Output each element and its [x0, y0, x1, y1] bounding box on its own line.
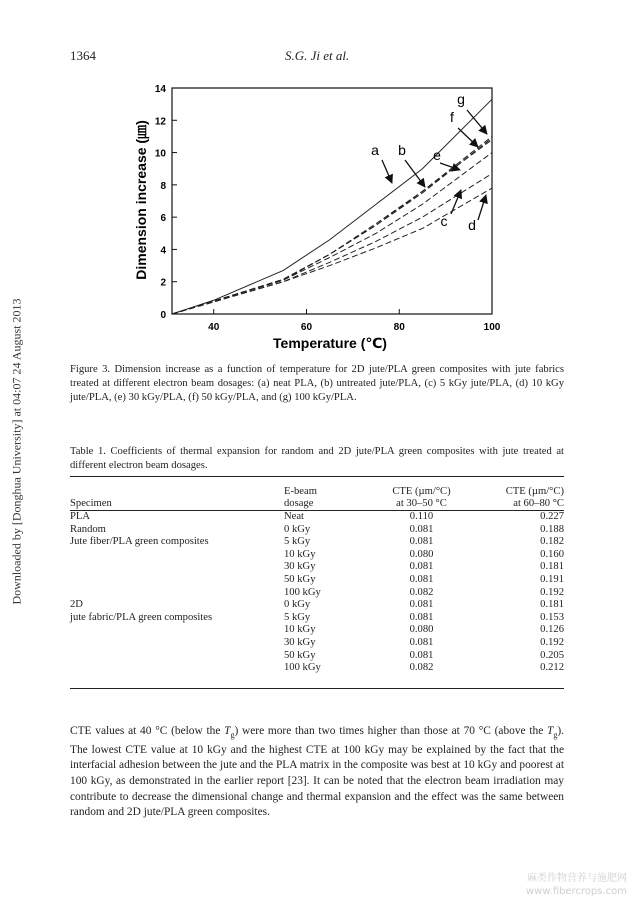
- page-number: 1364: [70, 48, 96, 63]
- cell-dosage: 5 kGy: [284, 536, 311, 548]
- cell-cte-30-50: 0.081: [409, 523, 434, 535]
- cell-cte-60-80: 0.126: [540, 624, 564, 636]
- table-row: [70, 549, 564, 562]
- y-tick-label: 4: [160, 245, 166, 257]
- cell-specimen: [70, 624, 284, 637]
- series-arrow-a: [382, 160, 392, 183]
- y-tick-label: 0: [160, 310, 166, 321]
- tg-symbol: T: [224, 725, 231, 737]
- cell-specimen: [70, 637, 284, 650]
- figure-caption: Figure 3. Dimension increase as a function of temperature for 2D jute/PLA green composites with jute fabrics treated at different electron beam dosages: (a) neat PLA, (b) untreated jute/PLA, (c) 5 kGy jute/PLA, (d) 10 kGy jute/PLA, (e) 30 kGy/PLA, (f) 50 kGy/PLA, and (g) 100 kGy/PLA.: [70, 364, 564, 403]
- table-row: [70, 587, 564, 600]
- cell-dosage: 0 kGy: [284, 523, 311, 535]
- table-row: [70, 624, 564, 637]
- body-text-segment: ). The lowest CTE value at 10 kGy and the highest CTE at 100 kGy may be explained by the fact that the interfacial adhesion between the jute and the PLA matrix in the composite was best at 10 kGy and poorest at 100 kGy, as demonstrated in the earlier report [23]. It can be noted that the electron beam irradiation may contribute to decrease the dimensional change and thermal expansion and the effect was the same between random and 2D jute/PLA green composites.: [70, 725, 564, 819]
- cell-dosage: 5 kGy: [284, 611, 311, 623]
- y-tick-label: 8: [160, 180, 166, 192]
- cell-specimen: [70, 574, 284, 587]
- series-label-f: f: [450, 109, 454, 125]
- table-row: [70, 599, 564, 612]
- x-tick-label: 40: [208, 322, 220, 333]
- series-line-d: [172, 188, 492, 314]
- header-cte-60-80: CTE (µm/°C) at 60–80 °C: [505, 485, 564, 510]
- cell-dosage: Neat: [284, 511, 304, 522]
- cell-dosage: 30 kGy: [284, 636, 316, 648]
- cell-cte-30-50: 0.081: [409, 599, 434, 611]
- tg-subscript: g: [553, 730, 558, 740]
- cell-cte-60-80: 0.192: [540, 586, 564, 598]
- cell-dosage: 0 kGy: [284, 599, 311, 611]
- download-notice: Downloaded by [Donghua University] at 04:07 24 August 2013: [9, 298, 24, 605]
- cell-cte-60-80: 0.191: [540, 573, 564, 585]
- y-tick-label: 2: [160, 277, 166, 289]
- table-row: [70, 574, 564, 587]
- table-row: [70, 650, 564, 663]
- cell-cte-60-80: 0.181: [540, 599, 564, 611]
- cell-cte-60-80: 0.192: [540, 636, 564, 648]
- cell-cte-30-50: 0.080: [409, 624, 434, 636]
- series-arrow-f: [458, 128, 478, 147]
- y-tick-label: 10: [154, 148, 166, 160]
- table-header-row: [70, 478, 564, 511]
- cell-cte-60-80: 0.153: [540, 611, 564, 623]
- dimension-increase-chart: [0, 70, 635, 360]
- table-row: [70, 561, 564, 574]
- cell-cte-60-80: 0.181: [540, 561, 564, 573]
- cell-specimen: 2D: [70, 599, 83, 611]
- series-label-a: a: [371, 142, 379, 158]
- header-specimen: Specimen: [70, 498, 112, 510]
- y-axis-label: Dimension increase (㎛): [133, 120, 149, 280]
- table-row: [70, 536, 564, 549]
- table-caption: Table 1. Coefficients of thermal expansion for random and 2D jute/PLA green composites with jute treated at different electron beam dosages.: [70, 446, 564, 471]
- cell-specimen: [70, 587, 284, 600]
- cell-dosage: 10 kGy: [284, 624, 316, 636]
- series-line-e: [172, 153, 492, 314]
- table-row: [70, 612, 564, 625]
- series-label-d: d: [468, 217, 476, 233]
- cell-cte-60-80: 0.227: [540, 511, 564, 522]
- series-label-g: g: [457, 91, 465, 107]
- cell-cte-30-50: 0.081: [409, 536, 434, 548]
- x-tick-label: 60: [300, 322, 313, 333]
- table-row: [70, 637, 564, 650]
- cell-cte-60-80: 0.212: [540, 662, 564, 674]
- cell-dosage: 50 kGy: [284, 649, 316, 661]
- cell-specimen: [70, 662, 284, 675]
- series-line-a: [172, 99, 492, 314]
- header-dosage: E-beam dosage: [284, 485, 317, 510]
- cell-cte-30-50: 0.080: [409, 548, 434, 560]
- cell-cte-60-80: 0.160: [540, 548, 564, 560]
- y-tick-label: 14: [154, 84, 166, 95]
- body-text-segment: CTE values at 40 °C (below the: [70, 725, 225, 737]
- cell-cte-30-50: 0.081: [409, 573, 434, 585]
- table-header-rule: [70, 510, 564, 511]
- cell-specimen: [70, 549, 284, 562]
- y-tick-label: 12: [154, 116, 166, 128]
- series-line-c: [172, 174, 492, 314]
- tg-subscript: g: [230, 730, 235, 740]
- body-text-segment: ) were more than two times higher than those at 70 °C (above the: [234, 725, 547, 737]
- cell-dosage: 10 kGy: [284, 548, 316, 560]
- cell-specimen: Jute fiber/PLA green composites: [70, 536, 209, 548]
- cell-dosage: 30 kGy: [284, 561, 316, 573]
- cell-specimen: PLA: [70, 511, 91, 522]
- cell-cte-30-50: 0.081: [409, 636, 434, 648]
- series-label-e: e: [433, 147, 441, 163]
- cell-cte-30-50: 0.081: [409, 649, 434, 661]
- cell-cte-60-80: 0.205: [540, 649, 564, 661]
- cell-cte-30-50: 0.110: [409, 511, 434, 522]
- cell-cte-60-80: 0.188: [540, 523, 564, 535]
- cte-table: [70, 478, 564, 675]
- x-tick-label: 80: [393, 322, 405, 333]
- cell-cte-30-50: 0.082: [409, 586, 434, 598]
- header-cte-30-50: CTE (µm/°C) at 30–50 °C: [392, 485, 451, 510]
- table-top-rule: [70, 476, 564, 477]
- site-watermark: 麻类作物营养与施肥网 www.fibercrops.com: [525, 873, 627, 897]
- cell-specimen: [70, 561, 284, 574]
- series-label-c: c: [440, 213, 448, 229]
- series-label-b: b: [398, 142, 406, 158]
- cell-cte-30-50: 0.081: [409, 611, 434, 623]
- cell-cte-30-50: 0.082: [409, 662, 434, 674]
- cell-specimen: jute fabric/PLA green composites: [70, 611, 213, 623]
- cell-dosage: 100 kGy: [284, 662, 321, 674]
- body-paragraph: [70, 724, 564, 821]
- running-header-author: S.G. Ji et al.: [285, 48, 350, 63]
- table-row: [70, 511, 564, 524]
- cell-specimen: [70, 650, 284, 663]
- cell-dosage: 50 kGy: [284, 573, 316, 585]
- cell-specimen: Random: [70, 523, 106, 535]
- x-axis-label: Temperature (℃): [273, 335, 387, 351]
- series-arrow-d: [478, 195, 486, 220]
- table-row: [70, 524, 564, 537]
- series-arrow-c: [451, 190, 461, 214]
- plot-frame: [172, 88, 492, 314]
- series-arrow-b: [405, 160, 425, 187]
- y-tick-label: 6: [160, 213, 166, 225]
- cell-cte-30-50: 0.081: [409, 561, 434, 573]
- table-row: [70, 662, 564, 675]
- cell-dosage: 100 kGy: [284, 586, 321, 598]
- tg-symbol: T: [547, 725, 554, 737]
- cell-cte-60-80: 0.182: [540, 536, 564, 548]
- table-bottom-rule: [70, 688, 564, 689]
- x-tick-label: 100: [483, 322, 501, 333]
